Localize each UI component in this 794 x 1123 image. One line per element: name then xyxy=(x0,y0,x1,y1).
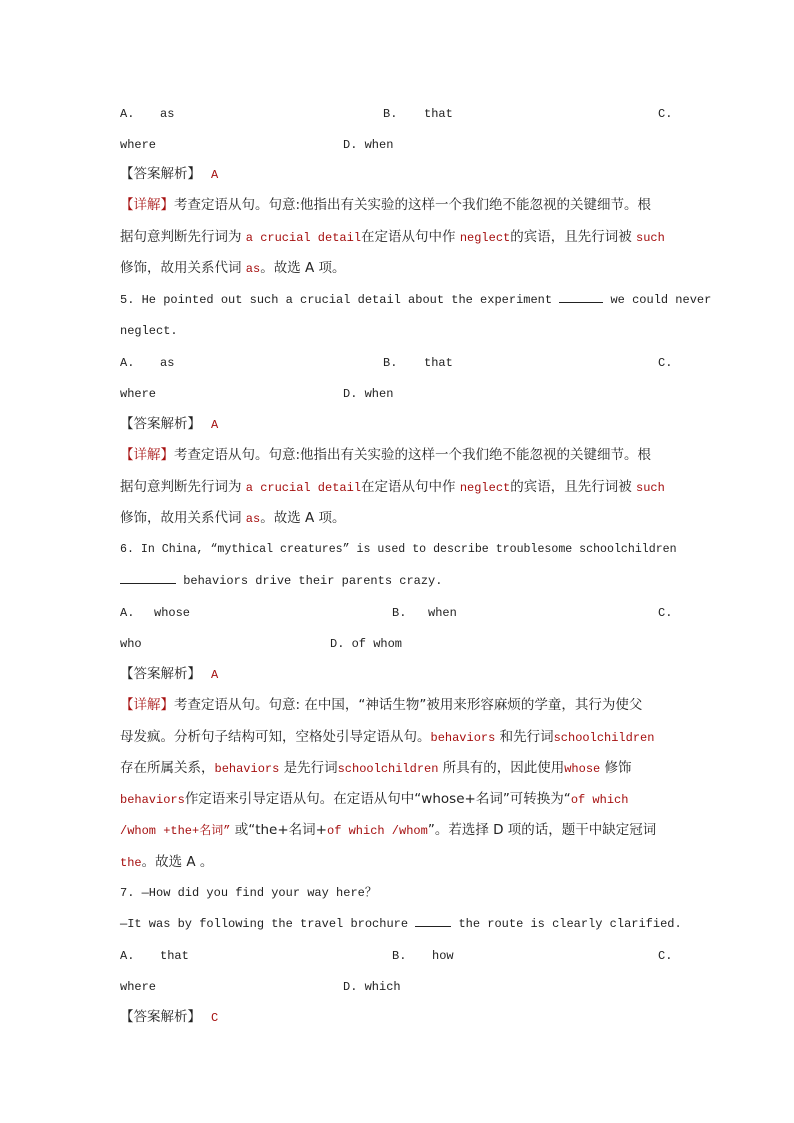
answer-label: 【答案解析】 xyxy=(120,416,201,432)
answer-line xyxy=(120,1009,676,1026)
option-a-text: whose xyxy=(154,606,191,620)
detail-text: 据句意判断先行词为 xyxy=(120,479,242,495)
answer-line xyxy=(120,666,676,683)
detail-text: 或“the+名词+ xyxy=(230,822,327,838)
detail-text: ”。若选择 D 项的话，题干中缺定冠词 xyxy=(427,822,657,838)
detail-text: 考查定语从句。句意:他指出有关实验的这样一个我们绝不能忽视的关键细节。根 xyxy=(174,447,652,463)
detail-code: a crucial detail xyxy=(245,481,362,495)
option-a-text: as xyxy=(160,356,175,370)
option-b-text: that xyxy=(424,356,453,370)
detail-label: 【详解】 xyxy=(120,697,174,713)
question-text: behaviors drive their parents crazy. xyxy=(183,574,443,588)
option-c-label: C. xyxy=(658,949,673,963)
answer-blank xyxy=(120,573,176,584)
detail-text: 考查定语从句。句意:他指出有关实验的这样一个我们绝不能忽视的关键细节。根 xyxy=(174,197,652,213)
option-c-text: who xyxy=(120,637,142,651)
detail-code: of which /whom xyxy=(327,824,428,838)
option-c-label: C. xyxy=(658,107,673,121)
detail-text: 修饰，故用关系代词 xyxy=(120,260,242,276)
detail-line xyxy=(120,197,676,213)
detail-text: 和先行词 xyxy=(499,729,554,745)
detail-text: 。故选 A 项。 xyxy=(260,260,346,276)
answer-value: C xyxy=(210,1011,219,1025)
question-5-line-1 xyxy=(120,292,712,308)
detail-text: 在定语从句中作 xyxy=(361,479,456,495)
option-a-text: that xyxy=(160,949,189,963)
option-b-text: how xyxy=(432,949,454,963)
detail-code: of which xyxy=(570,793,629,807)
detail-line xyxy=(120,447,676,463)
option-c-text: where xyxy=(120,387,157,401)
question-text: the route is clearly clarified. xyxy=(458,917,682,931)
detail-text: 作定语来引导定语从句。在定语从句中“whose+名词”可转换为“ xyxy=(184,791,571,807)
detail-code: the xyxy=(120,856,142,870)
detail-text: 的宾语，且先行词被 xyxy=(510,229,632,245)
detail-code: behaviors xyxy=(430,731,496,745)
answer-value: A xyxy=(210,668,219,682)
question-text: 5. He pointed out such a crucial detail about the experiment xyxy=(120,293,553,307)
option-a-label: A. xyxy=(120,949,135,963)
detail-code: as xyxy=(245,262,261,276)
detail-text: 。故选 A 。 xyxy=(141,854,214,870)
detail-text: 在定语从句中作 xyxy=(361,229,456,245)
answer-label: 【答案解析】 xyxy=(120,1009,201,1025)
option-a-label: A. xyxy=(120,107,135,121)
option-a-label: A. xyxy=(120,606,135,620)
detail-label: 【详解】 xyxy=(120,447,174,463)
option-b-text: that xyxy=(424,107,453,121)
option-b-text: when xyxy=(428,606,457,620)
question-5-line-2: neglect. xyxy=(120,324,178,338)
detail-line xyxy=(120,791,676,808)
detail-code: schoolchildren xyxy=(553,731,655,745)
option-d: D. when xyxy=(343,387,394,401)
question-text: —It was by following the travel brochure xyxy=(120,917,409,931)
option-c-label: C. xyxy=(658,356,673,370)
option-d: D. which xyxy=(343,980,401,994)
answer-blank xyxy=(559,292,603,303)
detail-text: 。故选 A 项。 xyxy=(260,510,346,526)
detail-text: 的宾语，且先行词被 xyxy=(510,479,632,495)
detail-text: 修饰，故用关系代词 xyxy=(120,510,242,526)
detail-line xyxy=(120,854,676,871)
detail-text: 是先行词 xyxy=(283,760,338,776)
option-d: D. of whom xyxy=(330,637,403,651)
detail-line xyxy=(120,510,676,527)
detail-line xyxy=(120,229,676,246)
detail-label: 【详解】 xyxy=(120,197,174,213)
answer-line xyxy=(120,166,676,183)
question-7-line-1: 7. —How did you find your way here？ xyxy=(120,886,377,900)
answer-value: A xyxy=(210,418,219,432)
detail-line xyxy=(120,729,676,746)
option-b-label: B. xyxy=(383,356,398,370)
option-c-label: C. xyxy=(658,606,673,620)
option-b-label: B. xyxy=(383,107,398,121)
detail-code: whose xyxy=(564,762,601,776)
option-a-label: A. xyxy=(120,356,135,370)
detail-code: neglect xyxy=(459,231,511,245)
option-b-label: B. xyxy=(392,949,407,963)
detail-line xyxy=(120,479,676,496)
option-d: D. when xyxy=(343,138,394,152)
answer-line xyxy=(120,416,676,433)
detail-code: behaviors xyxy=(214,762,280,776)
detail-text: 母发疯。分析句子结构可知，空格处引导定语从句。 xyxy=(120,729,431,745)
answer-value: A xyxy=(210,168,219,182)
detail-line xyxy=(120,822,676,839)
detail-code: neglect xyxy=(459,481,511,495)
detail-text: 存在所属关系， xyxy=(120,760,215,776)
question-6-line-2 xyxy=(120,573,676,589)
detail-text: 所具有的，因此使用 xyxy=(442,760,565,776)
detail-line xyxy=(120,760,676,777)
option-b-label: B. xyxy=(392,606,407,620)
detail-code: schoolchildren xyxy=(337,762,439,776)
answer-label: 【答案解析】 xyxy=(120,666,201,682)
question-7-line-2 xyxy=(120,916,682,932)
detail-code: a crucial detail xyxy=(245,231,362,245)
detail-text: 据句意判断先行词为 xyxy=(120,229,242,245)
detail-line xyxy=(120,260,676,277)
detail-code: such xyxy=(636,231,665,245)
detail-code: behaviors xyxy=(120,793,185,807)
detail-code: /whom +the+名词” xyxy=(120,824,231,838)
answer-blank xyxy=(415,916,451,927)
option-a-text: as xyxy=(160,107,175,121)
option-c-text: where xyxy=(120,980,157,994)
detail-code: such xyxy=(636,481,665,495)
answer-label: 【答案解析】 xyxy=(120,166,201,182)
detail-line xyxy=(120,697,676,713)
question-6-line-1: 6. In China, “mythical creatures” is used to describe troublesome schoolchildren xyxy=(120,543,677,556)
question-text: we could never xyxy=(610,293,712,307)
option-c-text: where xyxy=(120,138,157,152)
detail-code: as xyxy=(245,512,261,526)
detail-text: 考查定语从句。句意: 在中国，“神话生物”被用来形容麻烦的学童，其行为使父 xyxy=(174,697,643,713)
detail-text: 修饰 xyxy=(604,760,632,776)
